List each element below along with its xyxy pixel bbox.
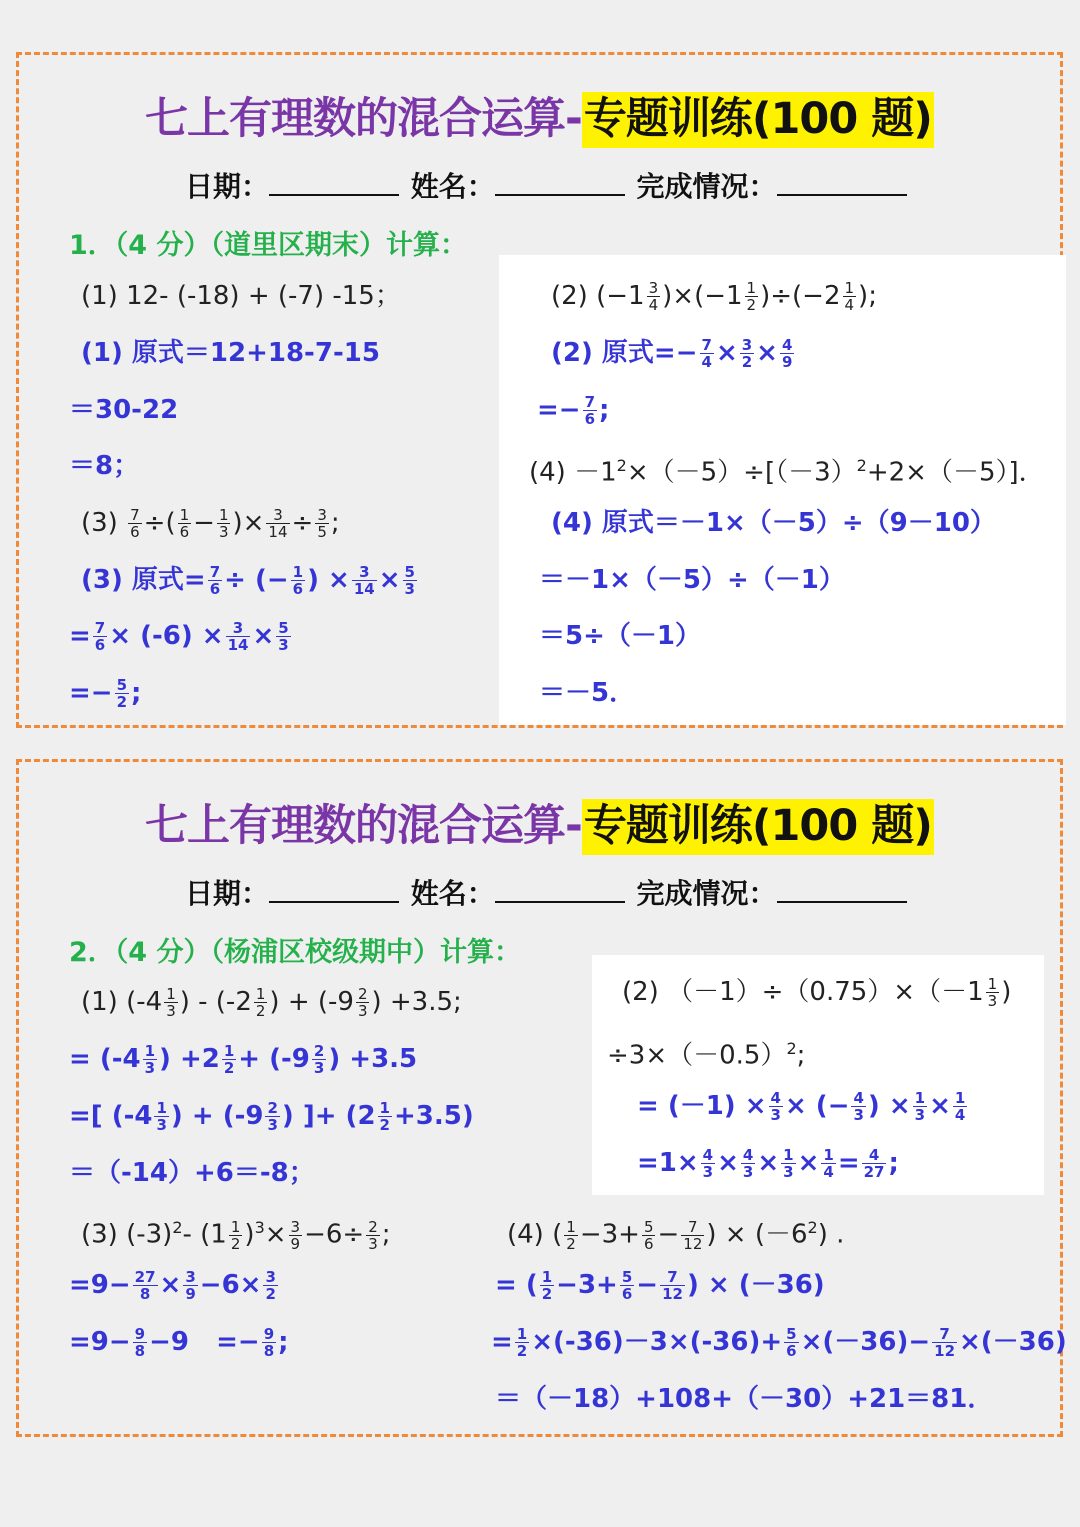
problem-3-question: (3) $(-3)^2-$ (1 $\frac{1}{2}$ )$^3$× $\frac{3}{9}$ −6÷ $\frac{2}{3}$ ;	[81, 1217, 391, 1253]
problem-2-question-line2: $\div 3\times(-0.5)^2$;	[607, 1039, 806, 1071]
name-blank[interactable]	[495, 174, 625, 196]
page-title	[145, 792, 934, 853]
problem-2-question: (2) （－1）÷（0.75）×（－1 $\frac{1}{3}$ )	[622, 975, 1012, 1010]
problem-1-step-1: (1) 原式＝12+18-7-15	[81, 338, 380, 368]
problem-4-question: (4) ( $\frac{1}{2}$ −3+ $\frac{5}{6}$ − $\frac{7}{12}$ ) × $(-6^2)$ .	[507, 1217, 845, 1253]
problem-1-question: (1) (-4 $\frac{1}{3}$ ) - (-2 $\frac{1}{2}$ ) + (-9 $\frac{2}{3}$ ) +3.5;	[81, 985, 462, 1020]
name-label: 姓名：	[410, 877, 495, 910]
problem-4-q-part1: (4) －1	[529, 457, 617, 488]
problem-2-q-part1: (2) （－1）÷（0.75）×（－1	[622, 977, 984, 1007]
name-label: 姓名：	[410, 170, 495, 203]
info-row	[185, 872, 909, 912]
status-blank[interactable]	[777, 174, 907, 196]
question-heading: 1．（4 分）（道里区期末）计算：	[69, 230, 467, 261]
problem-4-step-4: ＝－5．	[539, 678, 636, 708]
status-label: 完成情况：	[636, 170, 777, 203]
problem-2-q-part2: ÷3×（－0.5）	[607, 1040, 787, 1071]
worksheet-card-2	[16, 759, 1067, 1437]
problem-1-label: (1)	[81, 987, 118, 1017]
problem-2-step-2: =− $\frac{7}{6}$ ;	[537, 393, 610, 428]
title-highlight: 专题训练(100 题)	[582, 799, 934, 855]
title-main: 七上有理数的混合运算	[145, 94, 565, 144]
problem-4-step-1: (4) 原式＝－1×（－5）÷（9－10）	[551, 508, 996, 538]
problem-3-question: (3) $\frac{7}{6}$ ÷( $\frac{1}{6}$ − $\frac{1}{3}$ )× $\frac{3}{14}$ ÷ $\frac{3}{5}$ ;	[81, 506, 340, 541]
problem-3-step-1: (3) 原式= $\frac{7}{6}$ ÷ (− $\frac{1}{6}$ ) × $\frac{3}{14}$ × $\frac{5}{3}$	[81, 563, 415, 598]
problem-4-q-part2: ×（－5）÷[（－3）	[626, 457, 857, 488]
problem-4-q-part3: +2×（－5）]．	[866, 457, 1045, 488]
name-blank[interactable]	[495, 881, 625, 903]
problem-1-step-3: ＝8；	[69, 451, 140, 481]
problem-2-step-1: (2) 原式=− $\frac{7}{4}$ × $\frac{3}{2}$ × $\frac{4}{9}$	[551, 336, 793, 371]
problem-4-question: $(4) -1^2\times(-5)\div[(-3)^2+2\times(-5)]$．	[529, 456, 1045, 488]
question-heading: 2．（4 分）（杨浦区校级期中）计算：	[69, 937, 521, 968]
page-title	[145, 85, 934, 146]
problem-3-step-3: =− $\frac{5}{2}$ ;	[69, 676, 142, 711]
problem-1-step-2: ＝30-22	[69, 395, 179, 425]
problem-3-answer-label: (3) 原式	[81, 565, 184, 595]
problem-1-step-3: ＝（-14）+6＝-8；	[69, 1158, 315, 1188]
date-blank[interactable]	[269, 174, 399, 196]
title-highlight: 专题训练(100 题)	[582, 92, 934, 148]
status-label: 完成情况：	[636, 877, 777, 910]
problem-1-question: (1) 12- (-18) + (-7) -15；	[81, 281, 401, 311]
problem-2-question: (2) (−1 $\frac{3}{4}$ )×(−1 $\frac{1}{2}$ )÷(−2 $\frac{1}{4}$ );	[551, 279, 877, 314]
title-dash: -	[565, 801, 582, 851]
problem-3-step-2: =9− $\frac{9}{8}$ −9 =− $\frac{9}{8}$ ;	[69, 1325, 289, 1360]
problem-4-step-2: = $\frac{1}{2}$ ×(-36)－3×(-36)+ $\frac{5}{6}$ ×(－36)− $\frac{7}{12}$ ×(－36)	[491, 1325, 1067, 1360]
problem-3-step-2: = $\frac{7}{6}$ × (-6) × $\frac{3}{14}$ × $\frac{5}{3}$	[69, 619, 289, 654]
date-label: 日期：	[185, 170, 270, 203]
date-blank[interactable]	[269, 881, 399, 903]
problem-3-label: (3)	[81, 508, 118, 538]
problem-3-step-1: =9− $\frac{27}{8}$ × $\frac{3}{9}$ −6× $\frac{3}{2}$	[69, 1268, 276, 1303]
problem-2-step-2: =1× $\frac{4}{3}$ × $\frac{4}{3}$ × $\frac{1}{3}$ × $\frac{1}{4}$ = $\frac{4}{27}$ ;	[637, 1146, 899, 1181]
problem-3-label: (3)	[81, 1219, 118, 1250]
problem-1-step-2: =[ (-4 $\frac{1}{3}$ ) + (-9 $\frac{2}{3}$ ) ]+ (2 $\frac{1}{2}$ +3.5)	[69, 1099, 474, 1134]
problem-4-step-1: = ( $\frac{1}{2}$ −3+ $\frac{5}{6}$ − $\frac{7}{12}$ ) × (－36)	[495, 1268, 825, 1303]
title-dash: -	[565, 94, 582, 144]
info-row	[185, 165, 909, 205]
date-label: 日期：	[185, 877, 270, 910]
problem-4-step-2: ＝－1×（－5）÷（－1）	[539, 565, 845, 595]
problem-4-step-3: ＝5÷（－1）	[539, 621, 701, 651]
problem-2-step-1: = (－1) × $\frac{4}{3}$ × (− $\frac{4}{3}$ ) × $\frac{1}{3}$ × $\frac{1}{4}$	[637, 1089, 966, 1124]
title-main: 七上有理数的混合运算	[145, 801, 565, 851]
status-blank[interactable]	[777, 881, 907, 903]
problem-2-answer-label: (2) 原式	[551, 338, 654, 368]
problem-1-step-1: = (-4 $\frac{1}{3}$ ) +2 $\frac{1}{2}$ + (-9 $\frac{2}{3}$ ) +3.5	[69, 1042, 418, 1077]
worksheet-card-1	[16, 52, 1063, 728]
problem-2-label: (2)	[551, 281, 588, 311]
problem-4-step-3: ＝（－18）+108+（－30）+21＝81．	[495, 1384, 994, 1414]
problem-4-label: (4)	[507, 1219, 544, 1250]
